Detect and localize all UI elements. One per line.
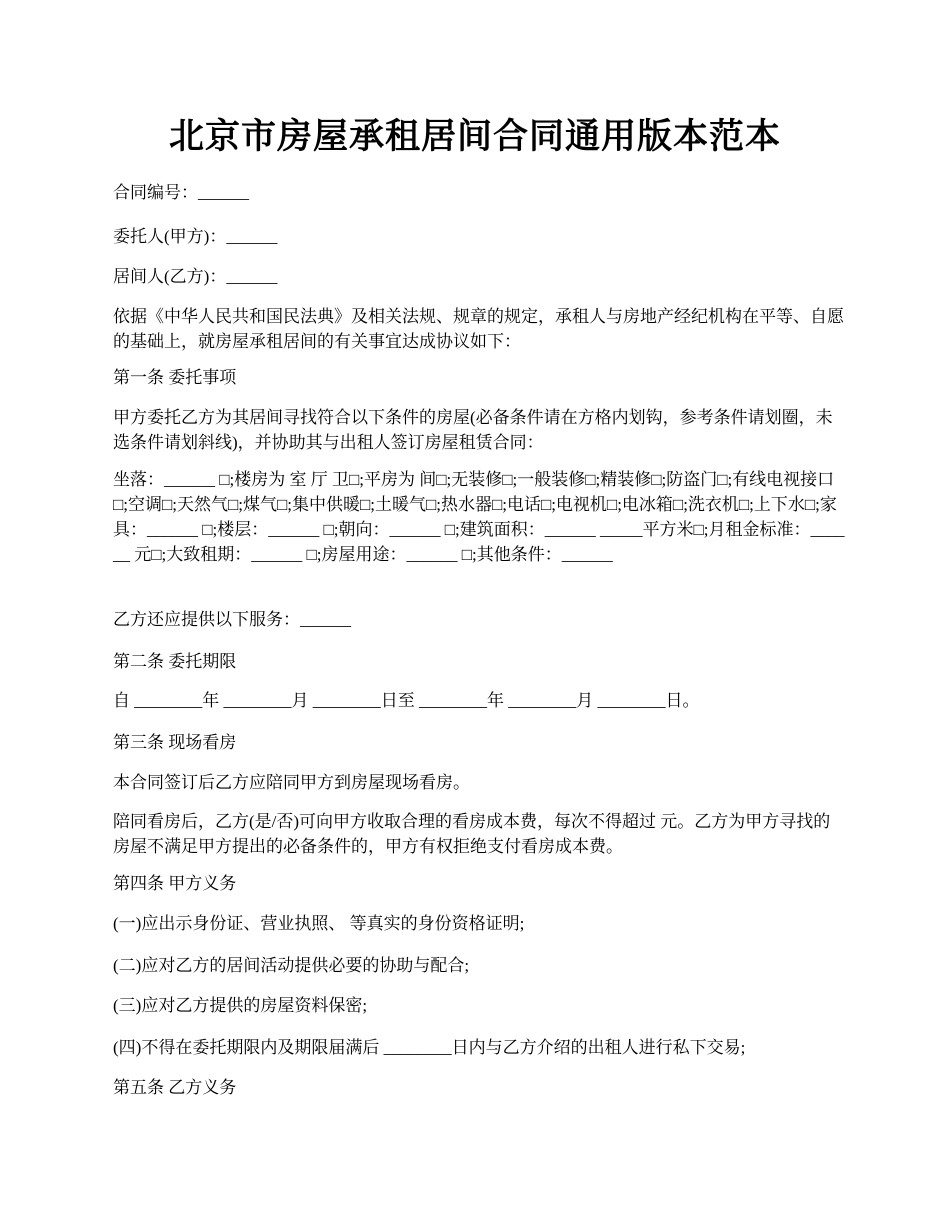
article-4-item-4: (四)不得在委托期限内及期限届满后 ________日内与乙方介绍的出租人进行私下交易; bbox=[113, 1038, 746, 1057]
party-b-line: 居间人(乙方)：______ bbox=[113, 267, 278, 286]
property-conditions-paragraph: 坐落：______ □;楼房为 室 厅 卫□;平房为 间□;无装修□;一般装修□;精装修□;防盗门□;有线电视接口□;空调□;天然气□;煤气□;集中供暖□;土暖气□;热水器□;电话□;电视机□;电冰箱□;洗衣机□;上下水□;家具：______ □;楼层：______ □;朝向：______ □;建筑面积：______ _____平方米□;月租金标准：______ 元□;大致租期：______ □;房屋用途：______ □;其他条件：______ bbox=[113, 470, 845, 564]
article-1-heading: 第一条 委托事项 bbox=[113, 368, 237, 387]
article-4-item-2: (二)应对乙方的居间活动提供必要的协助与配合; bbox=[113, 956, 470, 975]
party-a-line: 委托人(甲方)：______ bbox=[113, 227, 278, 246]
document-title: 北京市房屋承租居间合同通用版本范本 bbox=[168, 117, 781, 156]
article-3-paragraph-1: 本合同签订后乙方应陪同甲方到房屋现场看房。 bbox=[113, 773, 470, 792]
article-1-paragraph: 甲方委托乙方为其居间寻找符合以下条件的房屋(必备条件请在方格内划钩，参考条件请划圈，未选条件请划斜线)，并协助其与出租人签订房屋租赁合同： bbox=[113, 408, 833, 452]
article-5-heading: 第五条 乙方义务 bbox=[113, 1078, 237, 1097]
article-4-item-3: (三)应对乙方提供的房屋资料保密; bbox=[113, 996, 368, 1015]
article-3-heading: 第三条 现场看房 bbox=[113, 733, 237, 752]
preamble-paragraph: 依据《中华人民共和国民法典》及相关法规、规章的规定，承租人与房地产经纪机构在平等、自愿的基础上，就房屋承租居间的有关事宜达成协议如下： bbox=[113, 307, 844, 351]
article-2-heading: 第二条 委托期限 bbox=[113, 652, 237, 671]
article-4-item-1: (一)应出示身份证、营业执照、 等真实的身份资格证明; bbox=[113, 914, 525, 933]
term-dates-line: 自 ________年 ________月 ________日至 ________年 ________月 ________日。 bbox=[113, 691, 700, 710]
additional-services-line: 乙方还应提供以下服务：______ bbox=[113, 610, 351, 629]
contract-number-line: 合同编号：______ bbox=[113, 183, 249, 202]
article-3-paragraph-2: 陪同看房后，乙方(是/否)可向甲方收取合理的看房成本费，每次不得超过 元。乙方为甲方寻找的房屋不满足甲方提出的必备条件的，甲方有权拒绝支付看房成本费。 bbox=[113, 812, 831, 856]
article-4-heading: 第四条 甲方义务 bbox=[113, 874, 237, 893]
